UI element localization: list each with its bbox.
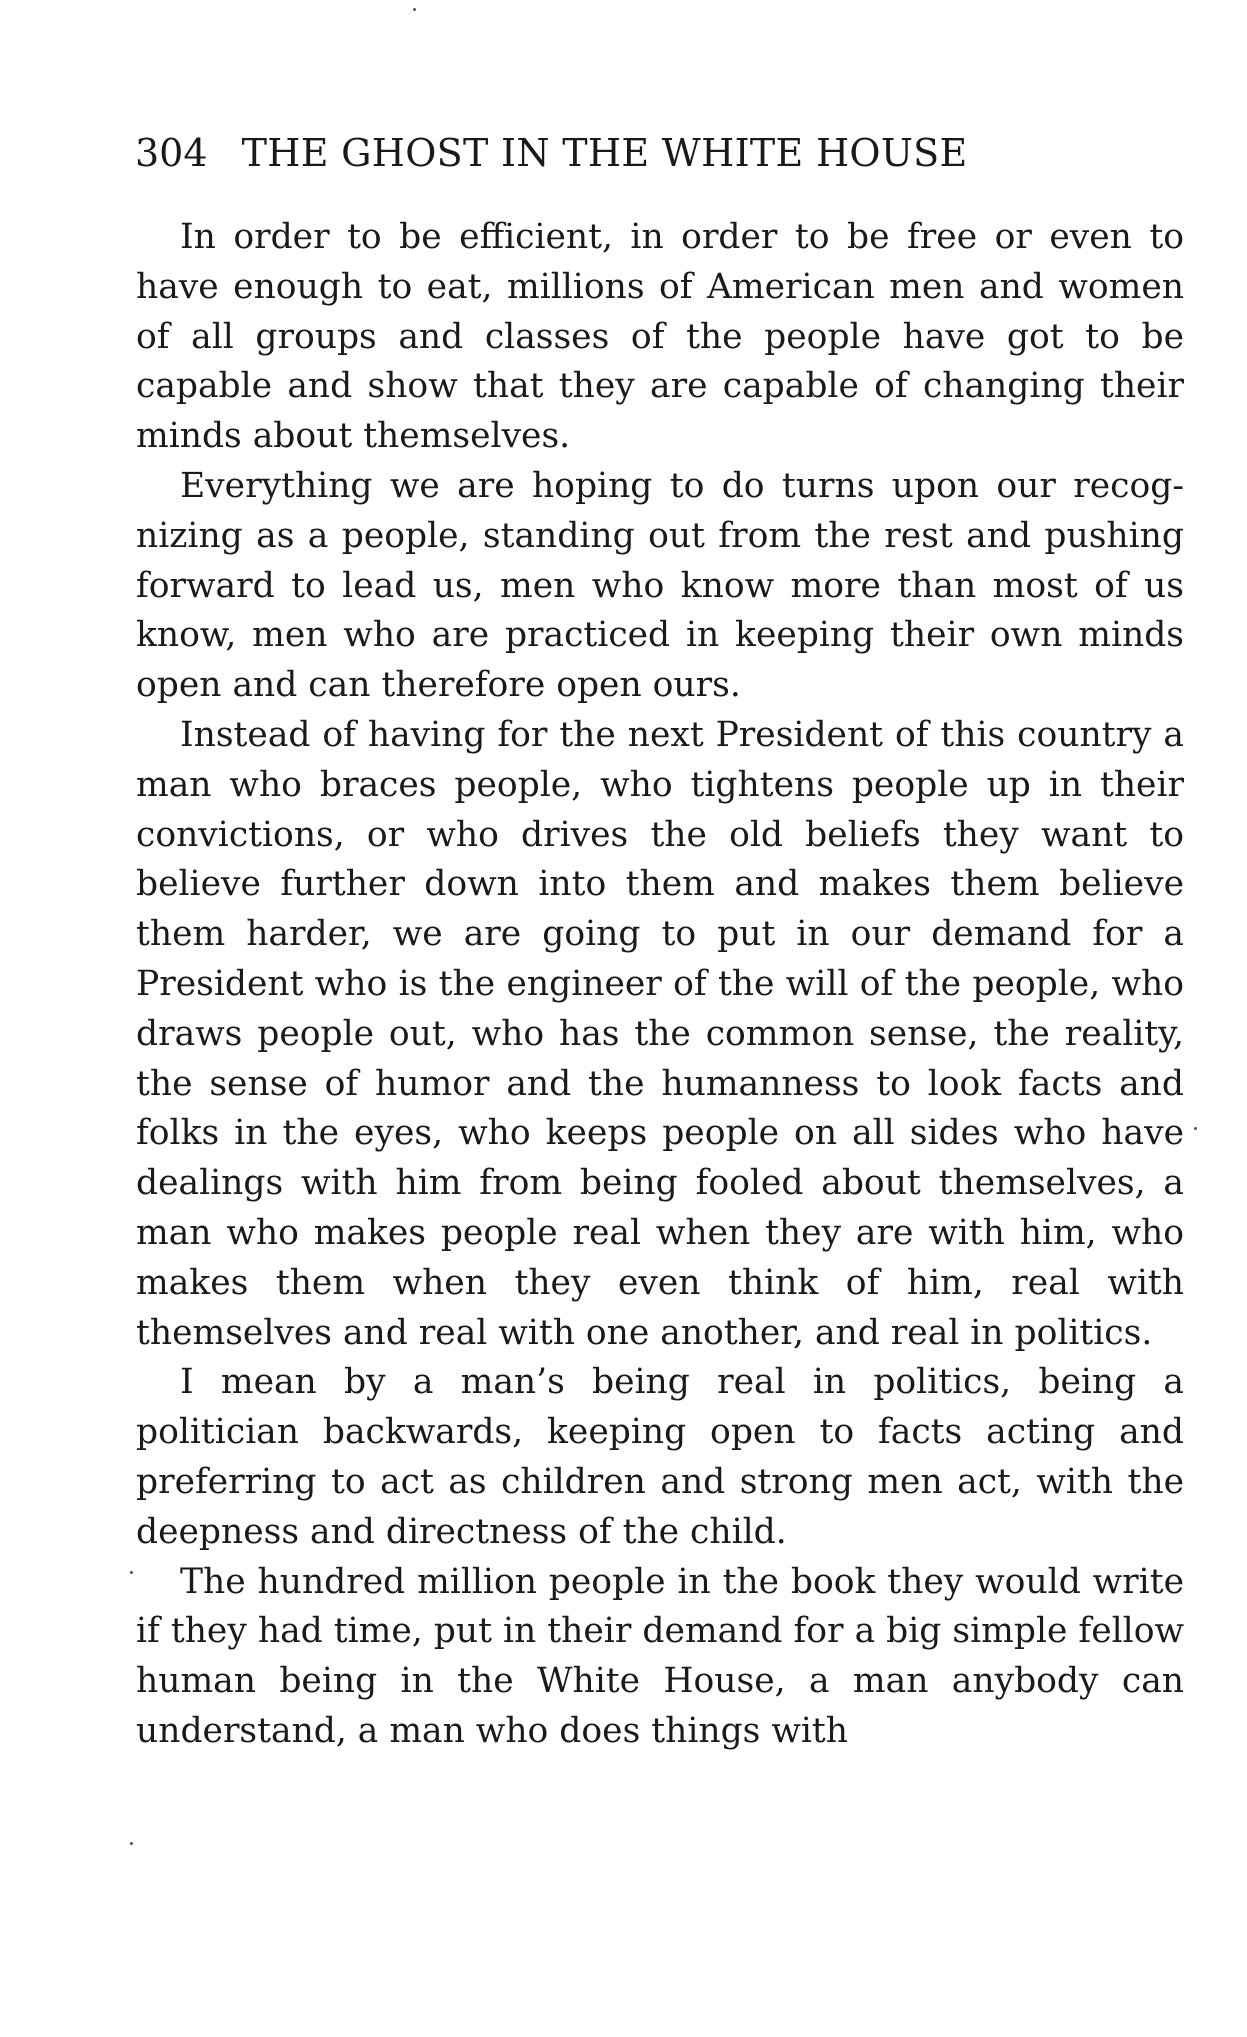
body-text: [136, 213, 1184, 1757]
running-title: THE GHOST IN THE WHITE HOUSE: [241, 131, 968, 175]
scan-speck: [130, 1842, 133, 1845]
scan-speck: [130, 1571, 133, 1574]
paragraph-2: Everything we are hoping to do turns upon our recognizing as a people, standing out from the rest and pushing forward to lead us, men who know more than most of us know, men who are practiced in keeping their own minds open and can therefore open ours.: [136, 465, 1184, 706]
scan-speck: [413, 8, 416, 11]
paragraph-3: Instead of having for the next President of this country a man who braces people, who tightens people up in their convictions, or who drives the old beliefs they want to believe further down into them and makes them believe them harder, we are going to put in our demand for a President who is the engineer of the will of the people, who draws people out, who has the common sense, the reality, the sense of humor and the humanness to look facts and folks in the eyes, who keeps people on all sides who have dealings with him from being fooled about themselves, a man who makes people real when they are with him, who makes them when they even think of him, real with themselves and real with one another, and real in politics.: [136, 714, 1184, 1353]
page-number: 304: [135, 131, 208, 175]
paragraph-5: The hundred million people in the book they would write if they had time, put in their demand for a big simple fellow human being in the White House, a man anybody can understand, a man who does things with: [136, 1561, 1184, 1751]
page-header: [135, 128, 1095, 178]
scan-speck: [1194, 1127, 1197, 1130]
paragraph-1: In order to be efficient, in order to be free or even to have enough to eat, millions of American men and women of all groups and classes of the people have got to be capable and show that they are capable of changing their minds about themselves.: [136, 217, 1184, 457]
paragraph-4: I mean by a man’s being real in politics, being a politician backwards, keeping open to facts acting and preferring to act as children and strong men act, with the deepness and directness of the child.: [136, 1362, 1184, 1552]
